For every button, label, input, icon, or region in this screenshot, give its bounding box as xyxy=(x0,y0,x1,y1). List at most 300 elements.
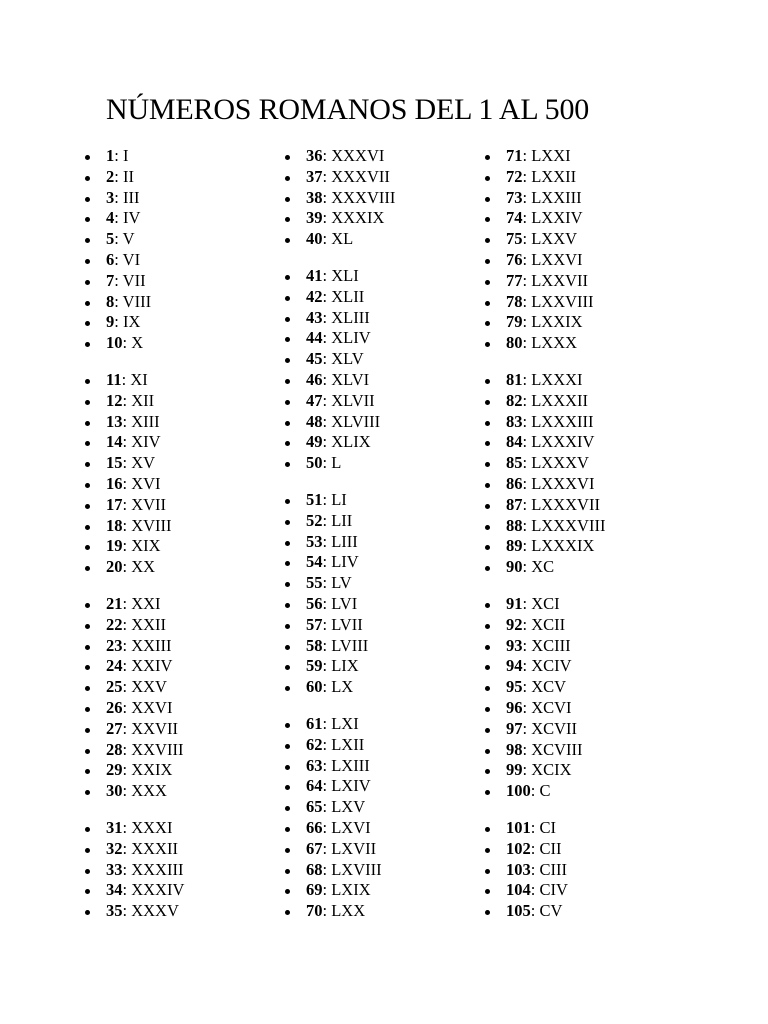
roman-numeral: XLVIII xyxy=(331,411,381,431)
separator: : xyxy=(530,817,540,837)
roman-numeral: LI xyxy=(331,489,347,509)
roman-numeral: LXXIX xyxy=(531,312,583,332)
separator: : xyxy=(114,166,123,186)
separator: : xyxy=(522,187,532,207)
arabic-number: 105 xyxy=(506,901,531,921)
roman-numeral: XCVIII xyxy=(531,739,583,759)
separator: : xyxy=(522,249,532,269)
roman-numeral: LXVIII xyxy=(331,859,382,879)
roman-numeral: XLIX xyxy=(331,432,371,452)
separator: : xyxy=(522,760,532,780)
separator: : xyxy=(114,208,123,228)
separator: : xyxy=(322,265,332,285)
list-item xyxy=(106,557,316,578)
roman-numeral: XLI xyxy=(331,265,359,285)
separator: : xyxy=(114,249,123,269)
arabic-number: 35 xyxy=(106,901,123,921)
separator: : xyxy=(322,734,332,754)
arabic-number: 26 xyxy=(106,697,123,717)
arabic-number: 87 xyxy=(506,494,523,514)
numeral-group xyxy=(506,818,716,922)
arabic-number: 83 xyxy=(506,411,523,431)
arabic-number: 1 xyxy=(106,146,115,165)
arabic-number: 58 xyxy=(306,635,323,655)
roman-numeral: LXXXIX xyxy=(531,536,595,556)
roman-numeral: XVI xyxy=(131,473,161,493)
separator: : xyxy=(122,739,132,759)
separator: : xyxy=(530,901,540,921)
arabic-number: 73 xyxy=(506,187,523,207)
list-item xyxy=(506,516,716,537)
roman-numeral: LXXVIII xyxy=(531,291,594,311)
roman-numeral: XLV xyxy=(331,349,364,369)
arabic-number: 44 xyxy=(306,328,323,348)
list-item xyxy=(506,312,716,333)
list-item xyxy=(506,901,716,922)
roman-numeral: CV xyxy=(539,901,563,921)
separator: : xyxy=(522,166,532,186)
arabic-number: 53 xyxy=(306,531,323,551)
separator: : xyxy=(322,208,332,228)
list-item xyxy=(506,370,716,391)
separator: : xyxy=(122,333,132,353)
list-item xyxy=(506,146,716,167)
roman-numeral: III xyxy=(122,187,140,207)
roman-numeral: LXXVII xyxy=(531,270,589,290)
arabic-number: 61 xyxy=(306,713,323,733)
arabic-number: 57 xyxy=(306,614,323,634)
list-item xyxy=(306,349,516,370)
arabic-number: 102 xyxy=(506,838,531,858)
separator: : xyxy=(322,349,332,369)
arabic-number: 40 xyxy=(306,229,323,249)
separator: : xyxy=(122,593,132,613)
roman-numeral: LXVI xyxy=(331,817,371,837)
roman-numeral: XII xyxy=(131,390,155,410)
separator: : xyxy=(322,593,332,613)
list-item xyxy=(106,292,316,313)
list-item xyxy=(506,271,716,292)
separator: : xyxy=(522,146,532,165)
separator: : xyxy=(322,817,332,837)
separator: : xyxy=(322,286,332,306)
list-item xyxy=(506,495,716,516)
roman-numeral: IX xyxy=(122,312,141,332)
separator: : xyxy=(322,573,332,593)
separator: : xyxy=(114,291,123,311)
list-item xyxy=(106,495,316,516)
arabic-number: 77 xyxy=(506,270,523,290)
roman-numeral: XIX xyxy=(131,536,161,556)
separator: : xyxy=(322,880,332,900)
arabic-number: 97 xyxy=(506,718,523,738)
separator: : xyxy=(114,229,123,249)
separator: : xyxy=(114,312,123,332)
separator: : xyxy=(322,755,332,775)
list-item xyxy=(306,552,516,573)
list-item xyxy=(506,250,716,271)
separator: : xyxy=(522,494,532,514)
numeral-column-2 xyxy=(306,146,516,938)
separator: : xyxy=(530,838,540,858)
roman-numeral: XCV xyxy=(531,677,567,697)
roman-numeral: LXX xyxy=(331,901,366,921)
separator: : xyxy=(322,797,332,817)
arabic-number: 7 xyxy=(106,270,115,290)
arabic-number: 13 xyxy=(106,411,123,431)
roman-numeral: XIII xyxy=(131,411,160,431)
roman-numeral: LXIII xyxy=(331,755,370,775)
arabic-number: 49 xyxy=(306,432,323,452)
roman-numeral: XLVI xyxy=(331,369,370,389)
roman-numeral: XXI xyxy=(131,593,161,613)
roman-numeral: XXIX xyxy=(131,760,173,780)
roman-numeral: LVII xyxy=(331,614,363,634)
separator: : xyxy=(322,489,332,509)
roman-numeral: LXIX xyxy=(331,880,371,900)
separator: : xyxy=(122,838,132,858)
list-item xyxy=(106,781,316,802)
separator: : xyxy=(322,229,332,249)
roman-numeral: XXII xyxy=(131,614,167,634)
separator: : xyxy=(322,510,332,530)
arabic-number: 14 xyxy=(106,432,123,452)
separator: : xyxy=(114,146,123,165)
arabic-number: 37 xyxy=(306,166,323,186)
roman-numeral: LIII xyxy=(331,531,358,551)
roman-numeral: XXIII xyxy=(131,635,172,655)
arabic-number: 15 xyxy=(106,453,123,473)
separator: : xyxy=(122,677,132,697)
arabic-number: 76 xyxy=(506,249,523,269)
arabic-number: 9 xyxy=(106,312,115,332)
separator: : xyxy=(322,369,332,389)
roman-numeral: LV xyxy=(331,573,352,593)
list-item xyxy=(506,615,716,636)
roman-numeral: XLIV xyxy=(331,328,371,348)
list-item xyxy=(506,698,716,719)
arabic-number: 78 xyxy=(506,291,523,311)
arabic-number: 66 xyxy=(306,817,323,837)
roman-numeral: XXXIX xyxy=(331,208,385,228)
separator: : xyxy=(522,270,532,290)
separator: : xyxy=(122,781,132,801)
roman-numeral: LII xyxy=(331,510,353,530)
arabic-number: 90 xyxy=(506,557,523,577)
arabic-number: 55 xyxy=(306,573,323,593)
roman-numeral: I xyxy=(122,146,129,165)
roman-numeral: LXXX xyxy=(531,333,578,353)
separator: : xyxy=(522,411,532,431)
roman-numeral: XXXI xyxy=(131,817,173,837)
separator: : xyxy=(522,697,532,717)
roman-numeral: XI xyxy=(130,369,148,389)
list-item xyxy=(506,839,716,860)
roman-numeral: XXXVI xyxy=(331,146,385,165)
roman-numeral: CI xyxy=(539,817,556,837)
roman-numeral: C xyxy=(539,781,551,801)
roman-numeral: XXXII xyxy=(131,838,178,858)
roman-numeral: XC xyxy=(531,557,555,577)
separator: : xyxy=(522,432,532,452)
arabic-number: 54 xyxy=(306,552,323,572)
arabic-number: 30 xyxy=(106,781,123,801)
roman-numeral: XXIV xyxy=(131,656,173,676)
list-item xyxy=(506,292,716,313)
roman-numeral: VIII xyxy=(122,291,152,311)
arabic-number: 41 xyxy=(306,265,323,285)
list-item xyxy=(306,756,516,777)
roman-numeral: CIV xyxy=(539,880,568,900)
list-item xyxy=(506,781,716,802)
separator: : xyxy=(522,229,532,249)
arabic-number: 5 xyxy=(106,229,115,249)
list-item xyxy=(506,536,716,557)
arabic-number: 67 xyxy=(306,838,323,858)
separator: : xyxy=(530,880,540,900)
list-item xyxy=(106,516,316,537)
list-item xyxy=(506,677,716,698)
roman-numeral: LXXV xyxy=(531,229,578,249)
separator: : xyxy=(322,901,332,921)
arabic-number: 101 xyxy=(506,817,531,837)
roman-numeral: IV xyxy=(122,208,141,228)
roman-numeral: XXXVII xyxy=(331,166,390,186)
arabic-number: 11 xyxy=(106,369,122,389)
arabic-number: 59 xyxy=(306,656,323,676)
roman-numeral: XLII xyxy=(331,286,365,306)
separator: : xyxy=(522,635,532,655)
arabic-number: 92 xyxy=(506,614,523,634)
separator: : xyxy=(122,432,132,452)
separator: : xyxy=(522,739,532,759)
list-item xyxy=(506,453,716,474)
numeral-group xyxy=(506,370,716,578)
roman-numeral: L xyxy=(331,453,342,473)
arabic-number: 64 xyxy=(306,776,323,796)
arabic-number: 88 xyxy=(506,515,523,535)
list-item xyxy=(506,818,716,839)
list-item xyxy=(306,328,516,349)
roman-numeral: LVIII xyxy=(331,635,369,655)
arabic-number: 63 xyxy=(306,755,323,775)
list-item xyxy=(306,532,516,553)
roman-numeral: XIV xyxy=(131,432,161,452)
arabic-number: 23 xyxy=(106,635,123,655)
roman-numeral: XXXIV xyxy=(131,880,185,900)
separator: : xyxy=(122,635,132,655)
arabic-number: 47 xyxy=(306,390,323,410)
arabic-number: 19 xyxy=(106,536,123,556)
separator: : xyxy=(122,453,132,473)
separator: : xyxy=(122,536,132,556)
separator: : xyxy=(322,432,332,452)
arabic-number: 31 xyxy=(106,817,123,837)
list-item xyxy=(506,474,716,495)
list-item xyxy=(506,594,716,615)
separator: : xyxy=(322,166,332,186)
roman-numeral: XXV xyxy=(131,677,167,697)
list-item xyxy=(106,536,316,557)
list-item xyxy=(506,740,716,761)
arabic-number: 96 xyxy=(506,697,523,717)
separator: : xyxy=(121,369,131,389)
arabic-number: 42 xyxy=(306,286,323,306)
arabic-number: 36 xyxy=(306,146,323,165)
arabic-number: 24 xyxy=(106,656,123,676)
list-item xyxy=(106,740,316,761)
separator: : xyxy=(522,677,532,697)
roman-numeral: LXI xyxy=(331,713,359,733)
separator: : xyxy=(122,411,132,431)
roman-numeral: LXXII xyxy=(531,166,577,186)
arabic-number: 79 xyxy=(506,312,523,332)
roman-numeral: LIX xyxy=(331,656,359,676)
separator: : xyxy=(322,307,332,327)
separator: : xyxy=(522,593,532,613)
roman-numeral: LXXXVIII xyxy=(531,515,606,535)
separator: : xyxy=(322,531,332,551)
separator: : xyxy=(522,656,532,676)
arabic-number: 28 xyxy=(106,739,123,759)
arabic-number: 70 xyxy=(306,901,323,921)
arabic-number: 104 xyxy=(506,880,531,900)
roman-numeral: VII xyxy=(122,270,146,290)
separator: : xyxy=(522,557,532,577)
roman-numeral: XXVI xyxy=(131,697,173,717)
roman-numeral: LXIV xyxy=(331,776,371,796)
separator: : xyxy=(122,817,132,837)
separator: : xyxy=(522,333,532,353)
roman-numeral: LXXVI xyxy=(531,249,583,269)
separator: : xyxy=(522,208,532,228)
list-item xyxy=(106,474,316,495)
roman-numeral: LXVII xyxy=(331,838,377,858)
list-item xyxy=(506,760,716,781)
roman-numeral: CIII xyxy=(539,859,567,879)
numeral-group xyxy=(506,594,716,802)
separator: : xyxy=(122,718,132,738)
arabic-number: 34 xyxy=(106,880,123,900)
separator: : xyxy=(322,713,332,733)
list-item xyxy=(506,333,716,354)
roman-numeral: LXXXIII xyxy=(531,411,594,431)
roman-numeral: XXVIII xyxy=(131,739,184,759)
arabic-number: 103 xyxy=(506,859,531,879)
page-title: NÚMEROS ROMANOS DEL 1 AL 500 xyxy=(106,93,590,126)
list-item xyxy=(506,188,716,209)
arabic-number: 68 xyxy=(306,859,323,879)
arabic-number: 62 xyxy=(306,734,323,754)
arabic-number: 17 xyxy=(106,494,123,514)
separator: : xyxy=(522,390,532,410)
roman-numeral: XL xyxy=(331,229,354,249)
roman-numeral: LXXIV xyxy=(531,208,583,228)
list-item xyxy=(106,250,316,271)
separator: : xyxy=(122,880,132,900)
arabic-number: 89 xyxy=(506,536,523,556)
separator: : xyxy=(522,473,532,493)
arabic-number: 18 xyxy=(106,515,123,535)
separator: : xyxy=(322,859,332,879)
roman-numeral: XXVII xyxy=(131,718,178,738)
arabic-number: 25 xyxy=(106,677,123,697)
separator: : xyxy=(530,859,540,879)
roman-numeral: XVII xyxy=(131,494,167,514)
separator: : xyxy=(322,146,332,165)
roman-numeral: LXXXVII xyxy=(531,494,600,514)
roman-numeral: II xyxy=(122,166,134,186)
arabic-number: 98 xyxy=(506,739,523,759)
arabic-number: 10 xyxy=(106,333,123,353)
separator: : xyxy=(322,776,332,796)
list-item xyxy=(506,880,716,901)
separator: : xyxy=(522,515,532,535)
numeral-group xyxy=(506,146,716,354)
roman-numeral: CII xyxy=(539,838,562,858)
roman-numeral: XV xyxy=(131,453,156,473)
roman-numeral: LXXXVI xyxy=(531,473,595,493)
roman-numeral: XLVII xyxy=(331,390,375,410)
list-item xyxy=(506,167,716,188)
separator: : xyxy=(522,291,532,311)
separator: : xyxy=(322,677,332,697)
arabic-number: 99 xyxy=(506,760,523,780)
roman-numeral: LXXXIV xyxy=(531,432,595,452)
separator: : xyxy=(322,187,332,207)
arabic-number: 45 xyxy=(306,349,323,369)
separator: : xyxy=(122,473,132,493)
arabic-number: 56 xyxy=(306,593,323,613)
separator: : xyxy=(122,515,132,535)
roman-numeral: LXV xyxy=(331,797,366,817)
separator: : xyxy=(522,614,532,634)
roman-numeral: LXXXV xyxy=(531,453,589,473)
list-item xyxy=(506,557,716,578)
separator: : xyxy=(122,494,132,514)
list-item xyxy=(106,271,316,292)
arabic-number: 82 xyxy=(506,390,523,410)
arabic-number: 6 xyxy=(106,249,115,269)
arabic-number: 93 xyxy=(506,635,523,655)
arabic-number: 38 xyxy=(306,187,323,207)
roman-numeral: XXXVIII xyxy=(331,187,396,207)
list-item xyxy=(106,698,316,719)
arabic-number: 94 xyxy=(506,656,523,676)
arabic-number: 69 xyxy=(306,880,323,900)
arabic-number: 3 xyxy=(106,187,115,207)
arabic-number: 80 xyxy=(506,333,523,353)
separator: : xyxy=(322,328,332,348)
list-item xyxy=(506,391,716,412)
arabic-number: 50 xyxy=(306,453,323,473)
roman-numeral: XCIV xyxy=(531,656,572,676)
separator: : xyxy=(114,270,123,290)
roman-numeral: LX xyxy=(331,677,354,697)
separator: : xyxy=(322,411,332,431)
arabic-number: 33 xyxy=(106,859,123,879)
list-item xyxy=(106,312,316,333)
separator: : xyxy=(522,369,532,389)
list-item xyxy=(506,229,716,250)
roman-numeral: LXXXI xyxy=(531,369,583,389)
arabic-number: 21 xyxy=(106,593,123,613)
roman-numeral: LIV xyxy=(331,552,359,572)
roman-numeral: LXXXII xyxy=(531,390,589,410)
arabic-number: 16 xyxy=(106,473,123,493)
arabic-number: 95 xyxy=(506,677,523,697)
list-item xyxy=(506,860,716,881)
